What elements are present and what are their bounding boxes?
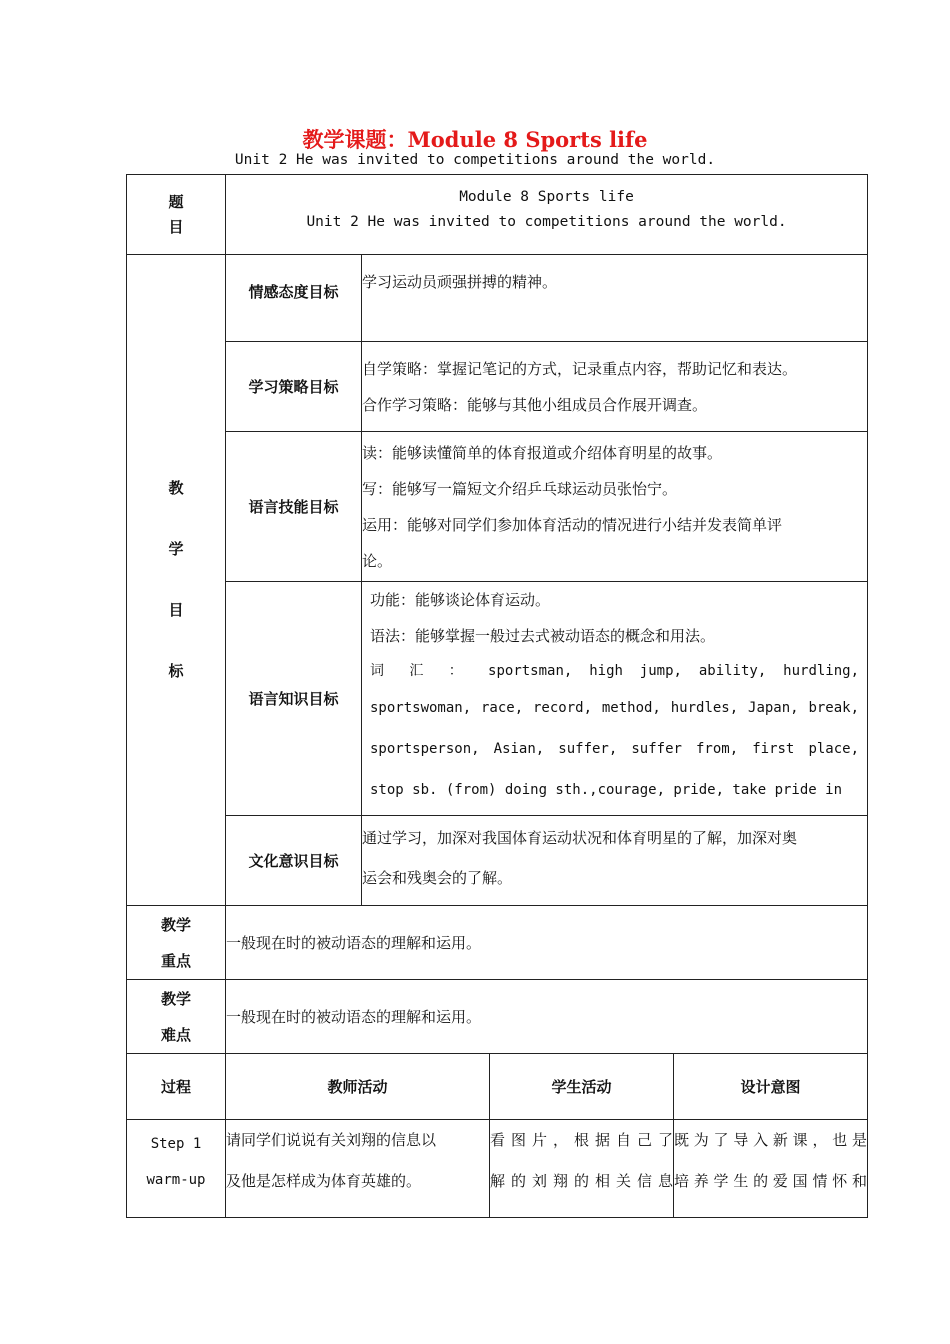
step-1-student-line-2: 解的刘翔的相关信息 [490, 1172, 673, 1190]
objective-name-2: 学习策略目标 [226, 342, 362, 432]
objective-3-line-2: 写：能够写一篇短文介绍乒乓球运动员张怡宁。 [362, 479, 678, 498]
objective-content-2 [362, 342, 868, 432]
page-subtitle: Unit 2 He was invited to competitions around the world. [234, 152, 716, 168]
process-header-teacher: 教师活动 [226, 1054, 490, 1120]
topic-content-cell [226, 175, 868, 255]
objectives-label-char-3: 目 [168, 601, 184, 619]
step-1-student [490, 1120, 674, 1218]
key-point-label [127, 906, 226, 980]
objective-4-line-2: 语法：能够掌握一般过去式被动语态的概念和用法。 [370, 627, 716, 645]
step-1-intent-line-1: 既为了导入新课，也是 [674, 1131, 868, 1149]
topic-label-cell [127, 175, 226, 255]
step-1-student-line-1: 看图片，根据自己了 [490, 1131, 673, 1149]
objective-row-5 [127, 816, 868, 906]
difficulty-row [127, 980, 868, 1054]
difficulty-content: 一般现在时的被动语态的理解和运用。 [226, 980, 868, 1054]
objective-row-1 [127, 255, 868, 342]
step-1-teacher [226, 1120, 490, 1218]
objective-content-4 [362, 582, 868, 816]
step-1-label [127, 1120, 226, 1218]
objective-row-3 [127, 432, 868, 582]
objective-name-3: 语言技能目标 [226, 432, 362, 582]
difficulty-label-1: 教学 [160, 989, 191, 1008]
objectives-label-cell [127, 255, 226, 906]
lesson-plan-table [126, 174, 868, 1218]
topic-row [127, 175, 868, 255]
objective-row-4 [127, 582, 868, 816]
objective-name-1: 情感态度目标 [226, 255, 362, 342]
page-title: 教学课题：Module 8 Sports life [302, 127, 648, 152]
vocab-line-3: sportsperson, Asian, suffer, suffer from, first place, [370, 741, 860, 757]
difficulty-label [127, 980, 226, 1054]
objective-2-line-1: 自学策略：掌握记笔记的方式，记录重点内容，帮助记忆和表达。 [362, 359, 798, 378]
objective-row-2 [127, 342, 868, 432]
objectives-label-char-1: 教 [168, 479, 184, 497]
objective-content-3 [362, 432, 868, 582]
process-header-student: 学生活动 [490, 1054, 674, 1120]
step-1-intent [674, 1120, 868, 1218]
objective-name-5: 文化意识目标 [226, 816, 362, 906]
difficulty-label-2: 难点 [160, 1025, 191, 1044]
process-header-intent: 设计意图 [674, 1054, 868, 1120]
topic-label-1: 题 [168, 192, 184, 211]
process-header-row [127, 1054, 868, 1120]
topic-label-2: 目 [168, 217, 184, 236]
step-1-label-line-1: Step 1 [150, 1136, 202, 1152]
vocab-line-1: 词 汇 ： sportsman, high jump, ability, hurdling, [370, 663, 860, 679]
step-1-intent-line-2: 培养学生的爱国情怀和 [674, 1172, 868, 1190]
step-1-label-line-2: warm-up [146, 1172, 206, 1188]
objective-3-line-3: 运用：能够对同学们参加体育活动的情况进行小结并发表简单评 [362, 515, 783, 534]
vocab-line-2: sportswoman, race, record, method, hurdles, Japan, break, [370, 700, 860, 716]
vocab-line-4: stop sb. (from) doing sth.,courage, pride, take pride in [370, 782, 843, 798]
step-1-teacher-line-2: 及他是怎样成为体育英雄的。 [226, 1172, 422, 1190]
objectives-label-char-2: 学 [168, 540, 184, 558]
key-point-label-2: 重点 [160, 951, 191, 970]
objective-4-line-1: 功能：能够谈论体育运动。 [370, 591, 551, 609]
objective-2-line-2: 合作学习策略：能够与其他小组成员合作展开调查。 [362, 395, 708, 414]
objective-5-line-2: 运会和残奥会的了解。 [362, 868, 513, 887]
objective-3-line-4: 论。 [362, 551, 393, 570]
objective-5-line-1: 通过学习，加深对我国体育运动状况和体育明星的了解，加深对奥 [362, 828, 798, 847]
key-point-content: 一般现在时的被动语态的理解和运用。 [226, 906, 868, 980]
objective-1-line-1: 学习运动员顽强拼搏的精神。 [362, 273, 558, 291]
process-header-step: 过程 [127, 1054, 226, 1120]
objective-content-5 [362, 816, 868, 906]
key-point-label-1: 教学 [160, 915, 191, 934]
objective-name-4: 语言知识目标 [226, 582, 362, 816]
process-step-1-row [127, 1120, 868, 1218]
objectives-label-char-4: 标 [168, 662, 184, 680]
key-point-row [127, 906, 868, 980]
objective-3-line-1: 读：能够读懂简单的体育报道或介绍体育明星的故事。 [362, 443, 723, 462]
topic-line-2: Unit 2 He was invited to competitions around the world. [306, 214, 787, 230]
topic-line-1: Module 8 Sports life [459, 189, 634, 205]
objective-content-1 [362, 255, 868, 342]
step-1-teacher-line-1: 请同学们说说有关刘翔的信息以 [226, 1131, 437, 1149]
